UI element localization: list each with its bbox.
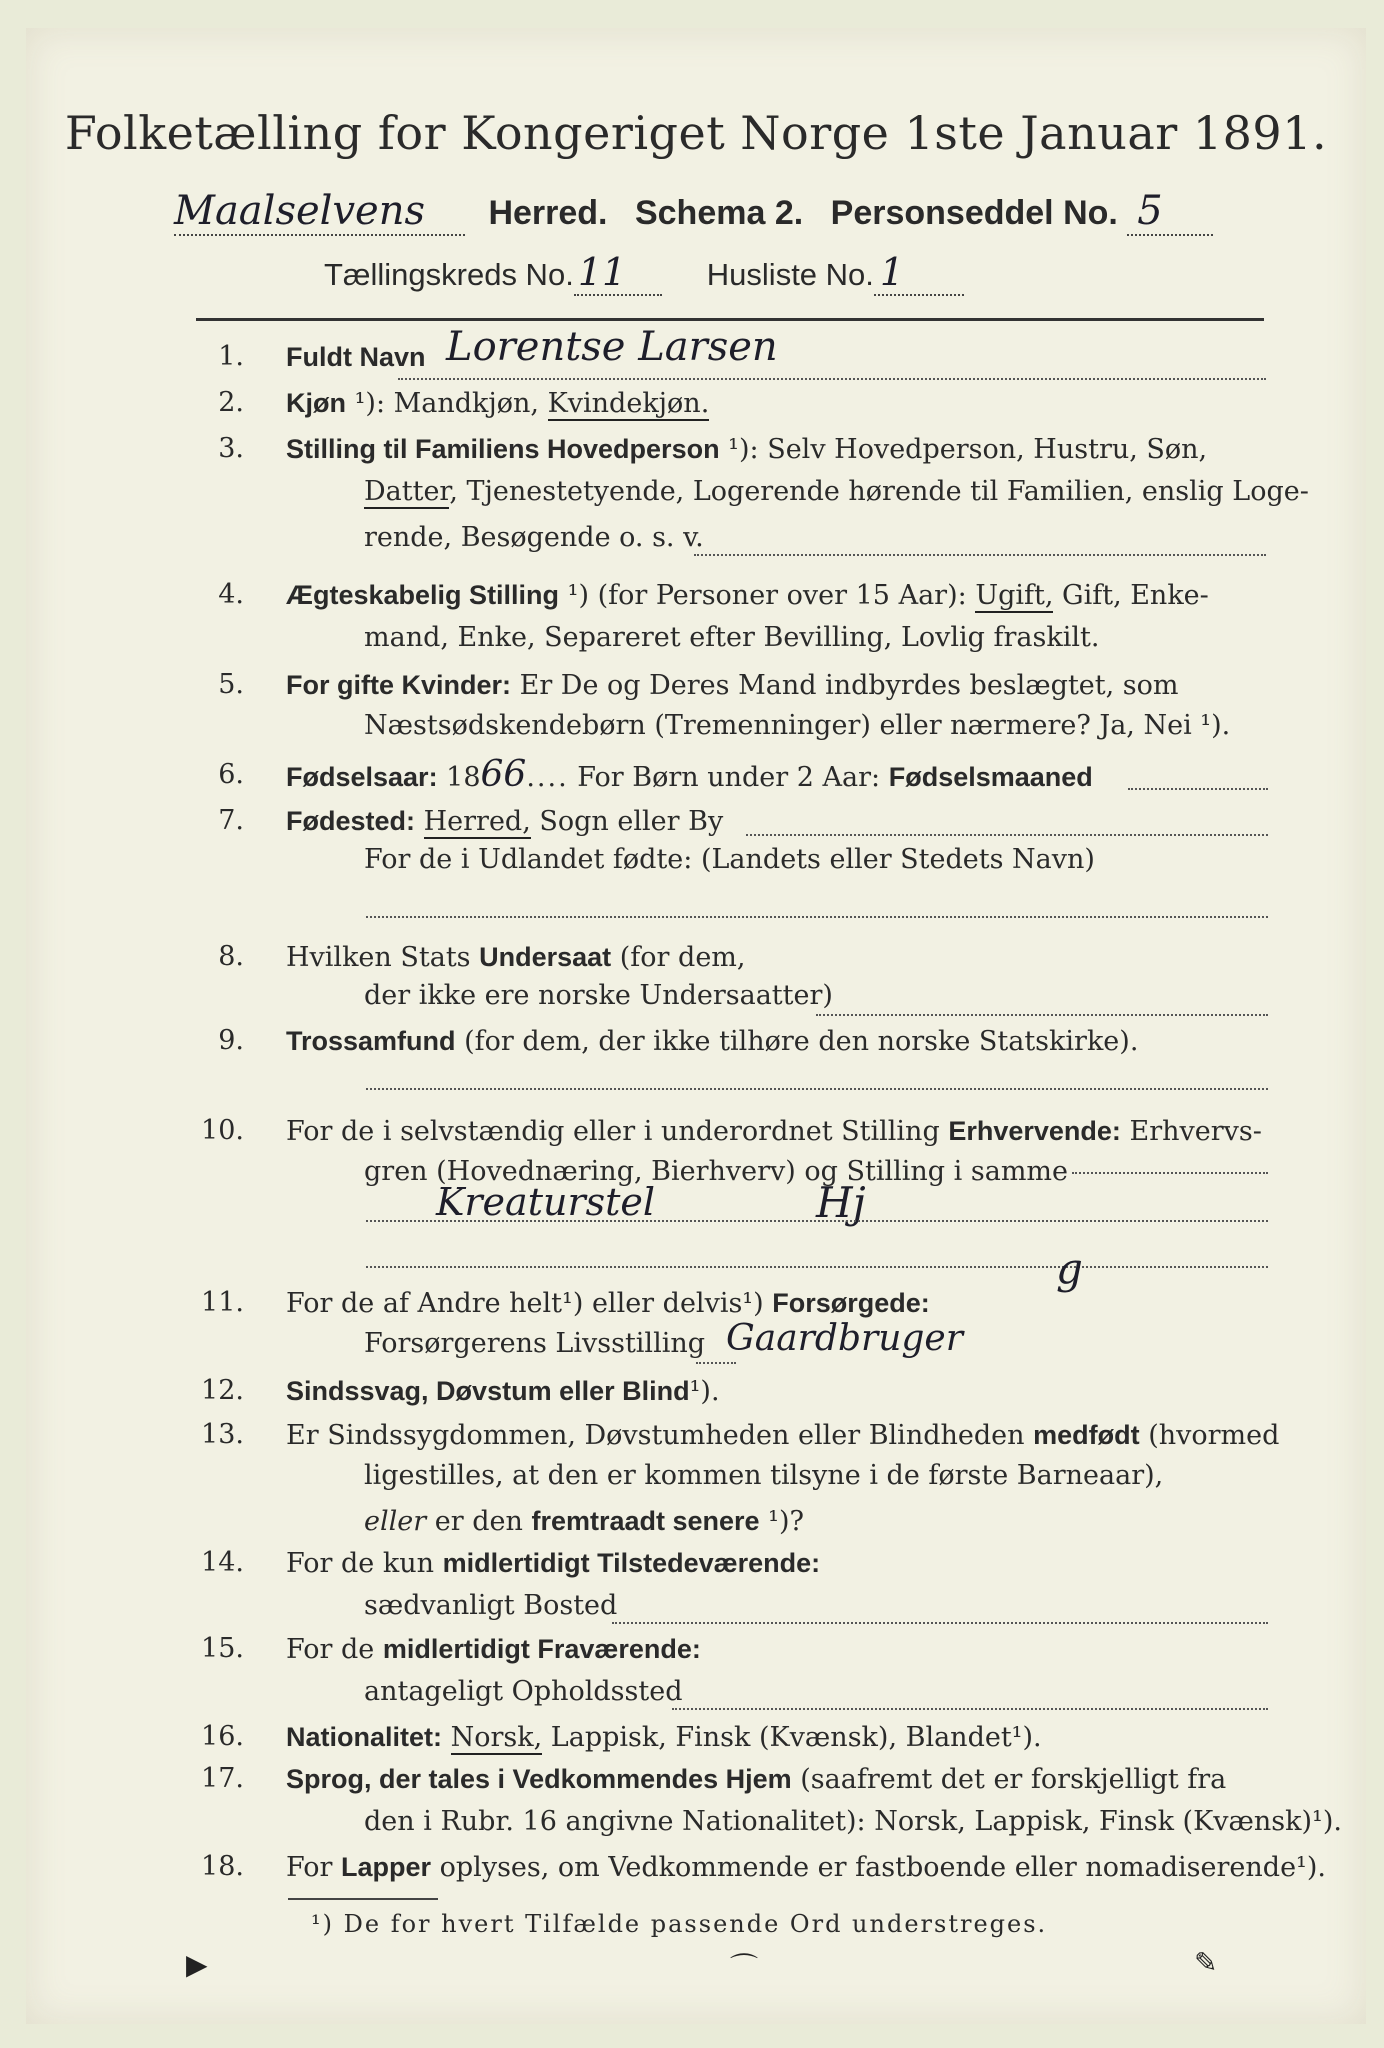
item-5-line2: Næstsødskendebørn (Tremenninger) eller nærmere? Ja, Nei ¹). (364, 710, 1231, 741)
item-label: Sprog, der tales i Vedkommendes Hjem (286, 1764, 792, 1794)
item-number: 1. (218, 341, 244, 372)
item-number: 5. (218, 669, 244, 700)
item-number: 15. (201, 1633, 244, 1664)
item-text: er den (434, 1506, 523, 1537)
item-text: Sogn eller By (539, 806, 724, 837)
center-mark-icon: ⌒ (730, 1951, 759, 1984)
item-label: Ægteskabelig Stilling (286, 580, 560, 610)
item-label: midlertidigt Tilstedeværende: (442, 1548, 821, 1578)
item-text: oplyses, om Vedkommende er fastboende eller nomadiserende¹). (439, 1852, 1326, 1883)
municipality-handwritten: Maalselvens (174, 188, 465, 236)
item-label: Sindssvag, Døvstum eller Blind (286, 1376, 690, 1406)
item-text: For de (286, 1634, 375, 1665)
item-text: For de kun (286, 1548, 434, 1579)
fill-line (612, 1622, 1268, 1624)
item-4-line2: mand, Enke, Separeret efter Bevilling, Lovlig fraskilt. (364, 622, 1100, 653)
item-text: eller (364, 1506, 427, 1537)
item-number: 10. (201, 1115, 244, 1146)
item-text: Er Sindssygdommen, Døvstumheden eller Blindheden (286, 1420, 1025, 1451)
item-text: ¹). (689, 1376, 720, 1407)
corner-mark-icon: ▶ (186, 1948, 208, 1981)
fill-line (696, 1362, 736, 1364)
option-selected: Herred, (423, 806, 531, 837)
item-8-line2: der ikke ere norske Undersaatter) (364, 980, 833, 1011)
fill-line (366, 916, 1268, 918)
item-13-line2: ligestilles, at den er kommen tilsyne i de første Barneaar), (364, 1460, 1164, 1491)
option-selected: Kvindekjøn. (547, 388, 710, 419)
item-text: For de i selvstændig eller i underordnet Stilling (286, 1116, 940, 1147)
schema-label: Schema 2. (634, 194, 804, 232)
item-11-line2: Forsørgerens Livsstilling (364, 1328, 706, 1359)
item-number: 13. (201, 1419, 244, 1450)
form-subheader (324, 250, 964, 296)
item-number: 4. (218, 579, 244, 610)
option-selected: Norsk, (450, 1722, 543, 1753)
item-15-line2: antageligt Opholdssted (364, 1676, 683, 1707)
year-prefix: 18 (446, 762, 481, 793)
item-text: Er De og Deres Mand indbyrdes beslægtet, som (519, 670, 1179, 701)
corner-mark-icon: ✎ (1194, 1946, 1218, 1979)
item-3-line3: rende, Besøgende o. s. v. (364, 522, 704, 553)
item-17-line2: den i Rubr. 16 angivne Nationalitet): Norsk, Lappisk, Finsk (Kvænsk)¹). (364, 1806, 1342, 1837)
item-text: Hvilken Stats (286, 942, 471, 973)
fill-line (672, 1708, 1268, 1710)
item-13-line3 (364, 1506, 804, 1537)
item-label: Forsørgede: (772, 1288, 930, 1318)
item-text: For Børn under 2 Aar: (577, 762, 881, 793)
fill-line (366, 1266, 1268, 1268)
item-label: medfødt (1033, 1420, 1140, 1450)
item-label: For gifte Kvinder: (286, 670, 512, 700)
item-number: 2. (218, 387, 244, 418)
item-text: (saafremt det er forskjelligt fra (800, 1764, 1227, 1795)
item-label: Trossamfund (286, 1026, 456, 1056)
husliste-label: Husliste No. (706, 257, 874, 292)
item-label: Kjøn (286, 388, 346, 418)
personseddel-label: Personseddel No. (830, 194, 1118, 232)
item-text: (hvormed (1148, 1420, 1280, 1451)
item-label: Fødselsaar: (286, 762, 438, 792)
item-text: Selv Hovedperson, Hustru, Søn, (767, 434, 1208, 465)
item-number: 7. (218, 805, 244, 836)
item-10-line2: gren (Hovednæring, Bierhverv) og Stilling i samme (364, 1156, 1069, 1187)
item-text: (for dem, der ikke tilhøre den norske Statskirke). (464, 1026, 1139, 1057)
item-label: Lapper (341, 1852, 432, 1882)
item-label: Stilling til Familiens Hovedperson (286, 434, 720, 464)
item-text: (for Personer over 15 Aar): (597, 580, 967, 611)
item-label: Erhvervende: (948, 1116, 1121, 1146)
item-label: Fødested: (286, 806, 416, 836)
fill-line (746, 834, 1268, 836)
census-form: Folketælling for Kongeriget Norge 1ste Januar 1891. Maalselvens Herred. Schema 2. Personseddel No. 5 Tællingskreds No. 11 Husliste No. 1 1. Fuldt Navn Lorentse Larsen 2. Kjøn ¹): Mandkjøn, Kvindekjøn. 3. Stilling til Familiens Hovedperson ¹): Selv Hovedperson, Hustru, Søn, Datter, Tjenestetyende, Logerende hørende til Familien, enslig Loge- rende, Besøgende o. s. v. 4. Ægteskabelig Stilling ¹) (for Personer over 15 Aar): Ugift, Gift, Enke- mand, Enke, Separeret efter Bevilling, Lovlig fraskilt. 5. For gifte Kvinder: Er De og Deres Mand indbyrdes beslægtet, som Næstsødskendebørn (Tremenninger) eller nærmere? Ja, Nei ¹). 6. Fødselsaar: 1866.... For Børn under 2 Aar: Fødselsmaaned 7. Fødested: Herred, Sogn eller By For de i Udlandet fødte: (Landets eller Stedets Navn) 8. Hvilken Stats Undersaat (for dem, der ikke ere norske Undersaatter) 9. Trossamfund (for dem, der ikke tilhøre den norske Statskirke). 10. For de i selvstændig eller i underordnet Stilling Erhvervende: Erhvervs- gren (Hovednæring, Bierhverv) og Stilling i samme Kreaturstel Hj 11. For de af Andre helt¹) eller delvis¹) Forsørgede: g Forsørgerens Livsstilling Gaardbruger 12. Sindssvag, Døvstum eller Blind¹). 13. Er Sindssygdommen, Døvstumheden eller Blindheden medfødt (hvormed ligestilles, at den er kommen tilsyne i de første Barneaar), eller er den fremtraadt senere ¹)? 14. For de kun midlertidigt Tilstedeværende: sædvanligt Bosted 15. For de midlertidigt Fraværende: antageligt Opholdssted 16. Nationalitet: Norsk, Lappisk, Finsk (Kvænsk), Blandet¹). 17. Sprog, der tales i Vedkommendes Hjem (saafremt det er forskjelligt fra den i Rubr. 16 angivne Nationalitet): Norsk, Lappisk, Finsk (Kvænsk)¹). 18. For Lapper oplyses, om Vedkommende er fastboende eller nomadiserende¹). ¹) De for hvert Tilfælde passende Ord understreges. ▶ ⌒ ✎ (26, 28, 1366, 2024)
item-number: 11. (201, 1287, 244, 1318)
margin-mark: Hj (816, 1178, 866, 1227)
form-subtitle (174, 188, 1213, 236)
item-label: midlertidigt Fraværende: (382, 1634, 701, 1664)
item-text: ¹)? (768, 1506, 804, 1537)
item-label: Nationalitet: (286, 1722, 443, 1752)
option: Mandkjøn, (393, 388, 540, 419)
husliste-number: 1 (874, 250, 964, 296)
item-number: 18. (201, 1851, 244, 1882)
item-7-line2: For de i Udlandet fødte: (Landets eller Stedets Navn) (364, 844, 1095, 875)
item-text: (for dem, (619, 942, 746, 973)
item-label: Fuldt Navn (286, 342, 426, 372)
herred-label: Herred. (488, 194, 608, 232)
margin-mark: g (1056, 1244, 1083, 1293)
footnote-rule (288, 1898, 438, 1900)
full-name-value: Lorentse Larsen (446, 324, 778, 370)
item-14-line2: sædvanligt Bosted (364, 1590, 618, 1621)
provider-occupation-value: Gaardbruger (726, 1318, 963, 1359)
item-number: 9. (218, 1025, 244, 1056)
fill-line (366, 1220, 1268, 1222)
item-label: Fødselsmaaned (888, 762, 1093, 792)
item-text: Gift, Enke- (1062, 580, 1209, 611)
item-number: 16. (201, 1721, 244, 1752)
fill-line (816, 1014, 1268, 1016)
form-title: Folketælling for Kongeriget Norge 1ste Januar 1891. (64, 106, 1328, 160)
item-number: 3. (218, 433, 244, 464)
occupation-value: Kreaturstel (436, 1180, 656, 1224)
item-number: 17. (201, 1763, 244, 1794)
item-text: For (286, 1852, 333, 1883)
item-number: 12. (201, 1375, 244, 1406)
item-text: For de af Andre helt¹) eller delvis¹) (286, 1288, 764, 1319)
item-text: , Tjenestetyende, Logerende hørende til Familien, enslig Loge- (449, 476, 1309, 507)
option-selected: Ugift, (975, 580, 1054, 611)
footnote: ¹) De for hvert Tilfælde passende Ord understreges. (311, 1910, 1048, 1938)
item-label: Undersaat (479, 942, 612, 972)
item-number: 14. (201, 1547, 244, 1578)
item-number: 8. (218, 941, 244, 972)
item-number: 6. (218, 759, 244, 790)
item-text: Erhvervs- (1129, 1116, 1262, 1147)
fill-line (694, 554, 1266, 556)
item-3-line2 (364, 476, 1309, 507)
fill-line (398, 378, 1266, 380)
item-text: Lappisk, Finsk (Kvænsk), Blandet¹). (550, 1722, 1042, 1753)
birth-year-handwritten: 66 (480, 754, 527, 795)
fill-line (1072, 1172, 1268, 1174)
fill-line (1128, 788, 1268, 790)
personseddel-number: 5 (1127, 188, 1212, 236)
item-label: fremtraadt senere (531, 1506, 760, 1536)
fill-line (366, 1088, 1268, 1090)
option-selected: Datter (364, 476, 450, 507)
kreds-label: Tællingskreds No. (324, 257, 574, 292)
header-rule (196, 318, 1264, 321)
kreds-number: 11 (574, 250, 662, 296)
